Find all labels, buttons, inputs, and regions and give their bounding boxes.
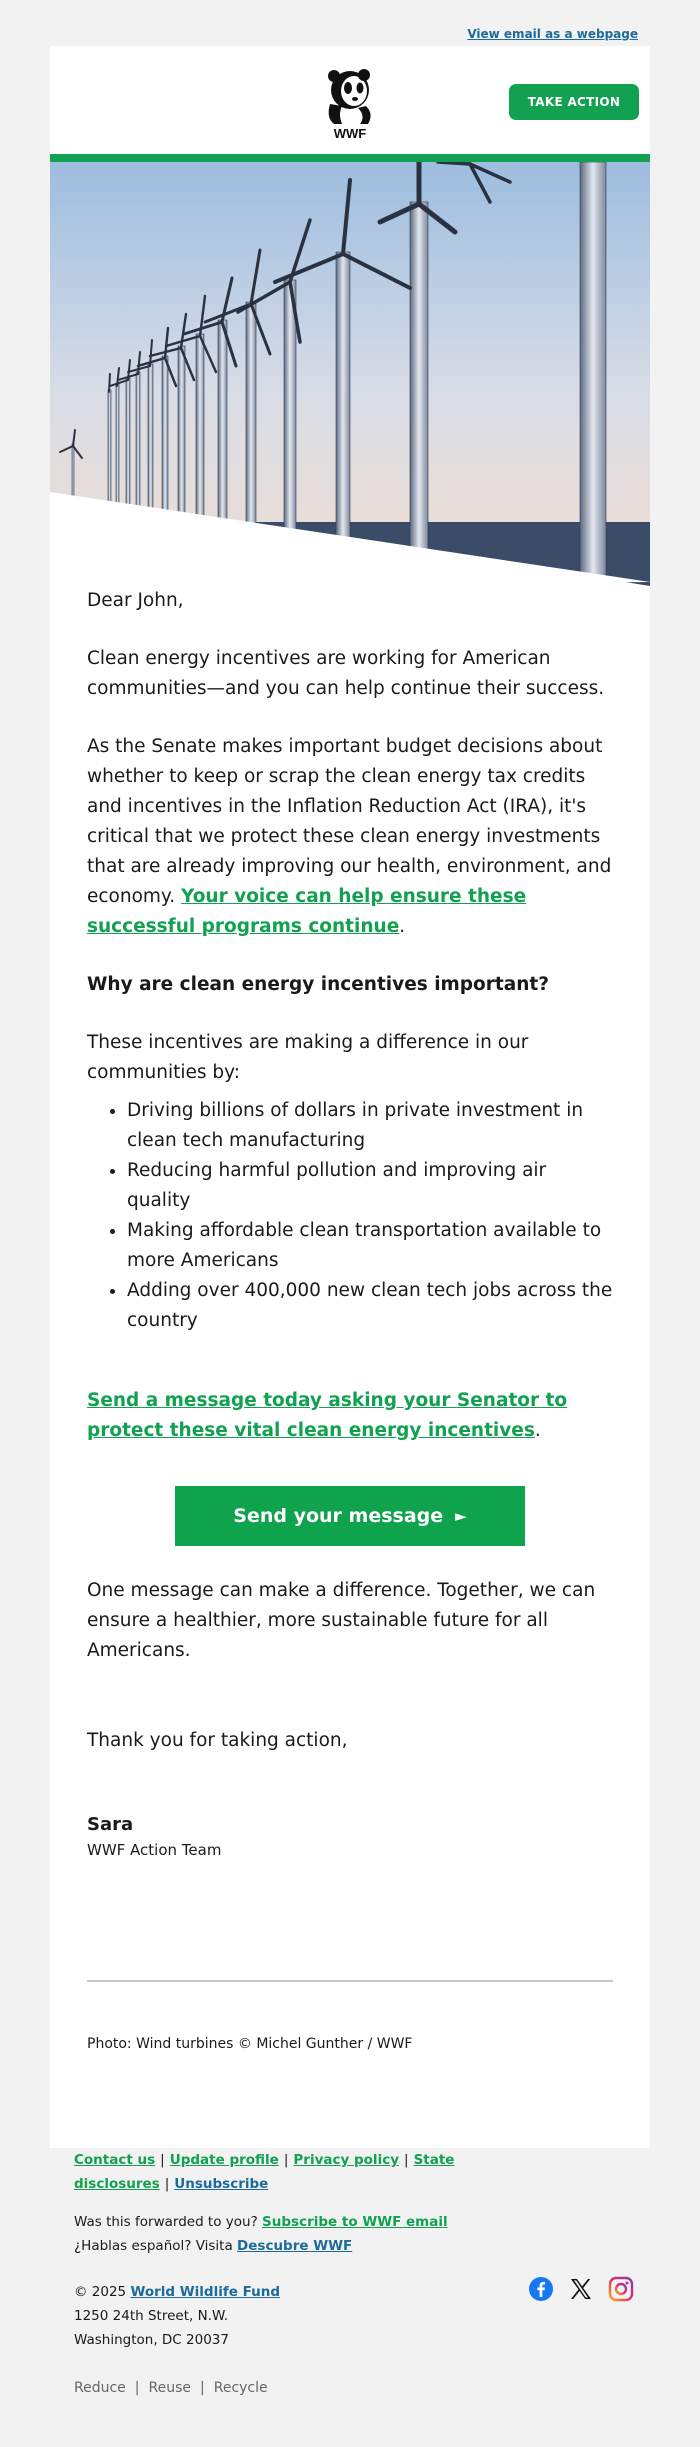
descubre-wwf-link[interactable]: Descubre WWF (237, 2238, 353, 2254)
send-your-message-button[interactable] (175, 1486, 525, 1546)
hero-image-wind-turbines (50, 162, 650, 586)
footer-links (74, 2148, 634, 2196)
view-as-webpage-link[interactable]: View email as a webpage (467, 27, 638, 41)
paragraph-senate (87, 732, 613, 942)
list-item: • Reducing harmful pollution and improving air quality (127, 1156, 613, 1216)
contact-us-link[interactable]: Contact us (74, 2152, 156, 2168)
forwarded-line (74, 2210, 634, 2234)
separator: | (404, 2152, 409, 2168)
recycle-text: Recycle (213, 2380, 268, 2396)
send-message-link[interactable]: Send a message today asking your Senator to protect these vital clean energy incentives (87, 1390, 568, 1441)
thanks-line: Thank you for taking action, (87, 1730, 348, 1751)
separator: | (134, 2380, 140, 2396)
wwf-logo[interactable] (320, 68, 380, 140)
separator: | (283, 2152, 289, 2168)
email-footer (74, 2148, 634, 2400)
reuse-text: Reuse (148, 2380, 192, 2396)
benefits-list (87, 1096, 613, 1336)
send-message-paragraph (87, 1386, 613, 1446)
paragraph-senate-text: As the Senate makes important budget decisions about whether to keep or scrap the clean energy tax credits and incentives in the Inflation Reduction Act (IRA), it's critical that we protect these clean energy investments that are already improving our health, environment, and economy. (87, 736, 612, 907)
photo-credit: Photo: Wind turbines © Michel Gunther / WWF (87, 2036, 413, 2052)
separator: | (164, 2176, 170, 2192)
benefits-intro: These incentives are making a difference in our communities by: (87, 1032, 529, 1083)
paragraph-senate-end: . (399, 916, 406, 937)
closing-paragraph: One message can make a difference. Together, we can ensure a healthier, more sustainable future for all Americans. (87, 1580, 596, 1661)
forwarded-text: Was this forwarded to you? (74, 2214, 263, 2230)
list-item: • Driving billions of dollars in private investment in clean tech manufacturing (127, 1096, 613, 1156)
unsubscribe-link[interactable]: Unsubscribe (174, 2176, 269, 2192)
signature-team: WWF Action Team (87, 1841, 222, 1859)
section-heading: Why are clean energy incentives important? (87, 974, 549, 995)
separator: | (160, 2152, 165, 2168)
social-icons (528, 2276, 634, 2302)
top-bar (0, 0, 700, 46)
list-item: • Making affordable clean transportation available to more Americans (127, 1216, 613, 1276)
paragraph-intro: Clean energy incentives are working for American communities—and you can help continue their success. (87, 648, 605, 699)
greeting: Dear John, (87, 590, 184, 611)
wwf-org-link[interactable]: World Wildlife Fund (130, 2284, 281, 2300)
take-action-button[interactable]: TAKE ACTION (509, 84, 639, 120)
privacy-policy-link[interactable]: Privacy policy (293, 2152, 399, 2168)
address-line-1: 1250 24th Street, N.W. (74, 2308, 229, 2324)
email-card (50, 46, 650, 2148)
your-voice-link[interactable]: Your voice can help ensure these successful programs continue (87, 886, 527, 937)
address-line-2: Washington, DC 20037 (74, 2332, 229, 2348)
separator: | (200, 2380, 205, 2396)
play-arrow-icon: ► (455, 1507, 467, 1525)
update-profile-link[interactable]: Update profile (169, 2152, 279, 2168)
copyright-text: © 2025 (74, 2284, 131, 2300)
logo-text: WWF (333, 126, 367, 140)
reduce-text: Reduce (74, 2380, 126, 2396)
x-icon[interactable] (568, 2276, 594, 2302)
spanish-line (74, 2234, 634, 2258)
green-divider (50, 154, 650, 162)
list-item: • Adding over 400,000 new clean tech jobs across the country (127, 1276, 613, 1336)
subscribe-link[interactable]: Subscribe to WWF email (262, 2214, 448, 2230)
panda-icon (320, 68, 380, 140)
email-body (50, 586, 650, 1860)
cta-label: Send your message (233, 1505, 444, 1527)
signature-name: Sara (87, 1814, 134, 1835)
send-message-end: . (534, 1420, 541, 1441)
reduce-reuse-recycle (74, 2376, 634, 2400)
instagram-icon[interactable] (608, 2276, 634, 2302)
spanish-text: ¿Hablas español? Visita (74, 2238, 238, 2254)
email-header (50, 46, 650, 154)
cta-wrapper (87, 1486, 613, 1546)
state-disclosures-link[interactable]: State disclosures (74, 2152, 455, 2192)
facebook-icon[interactable] (528, 2276, 554, 2302)
